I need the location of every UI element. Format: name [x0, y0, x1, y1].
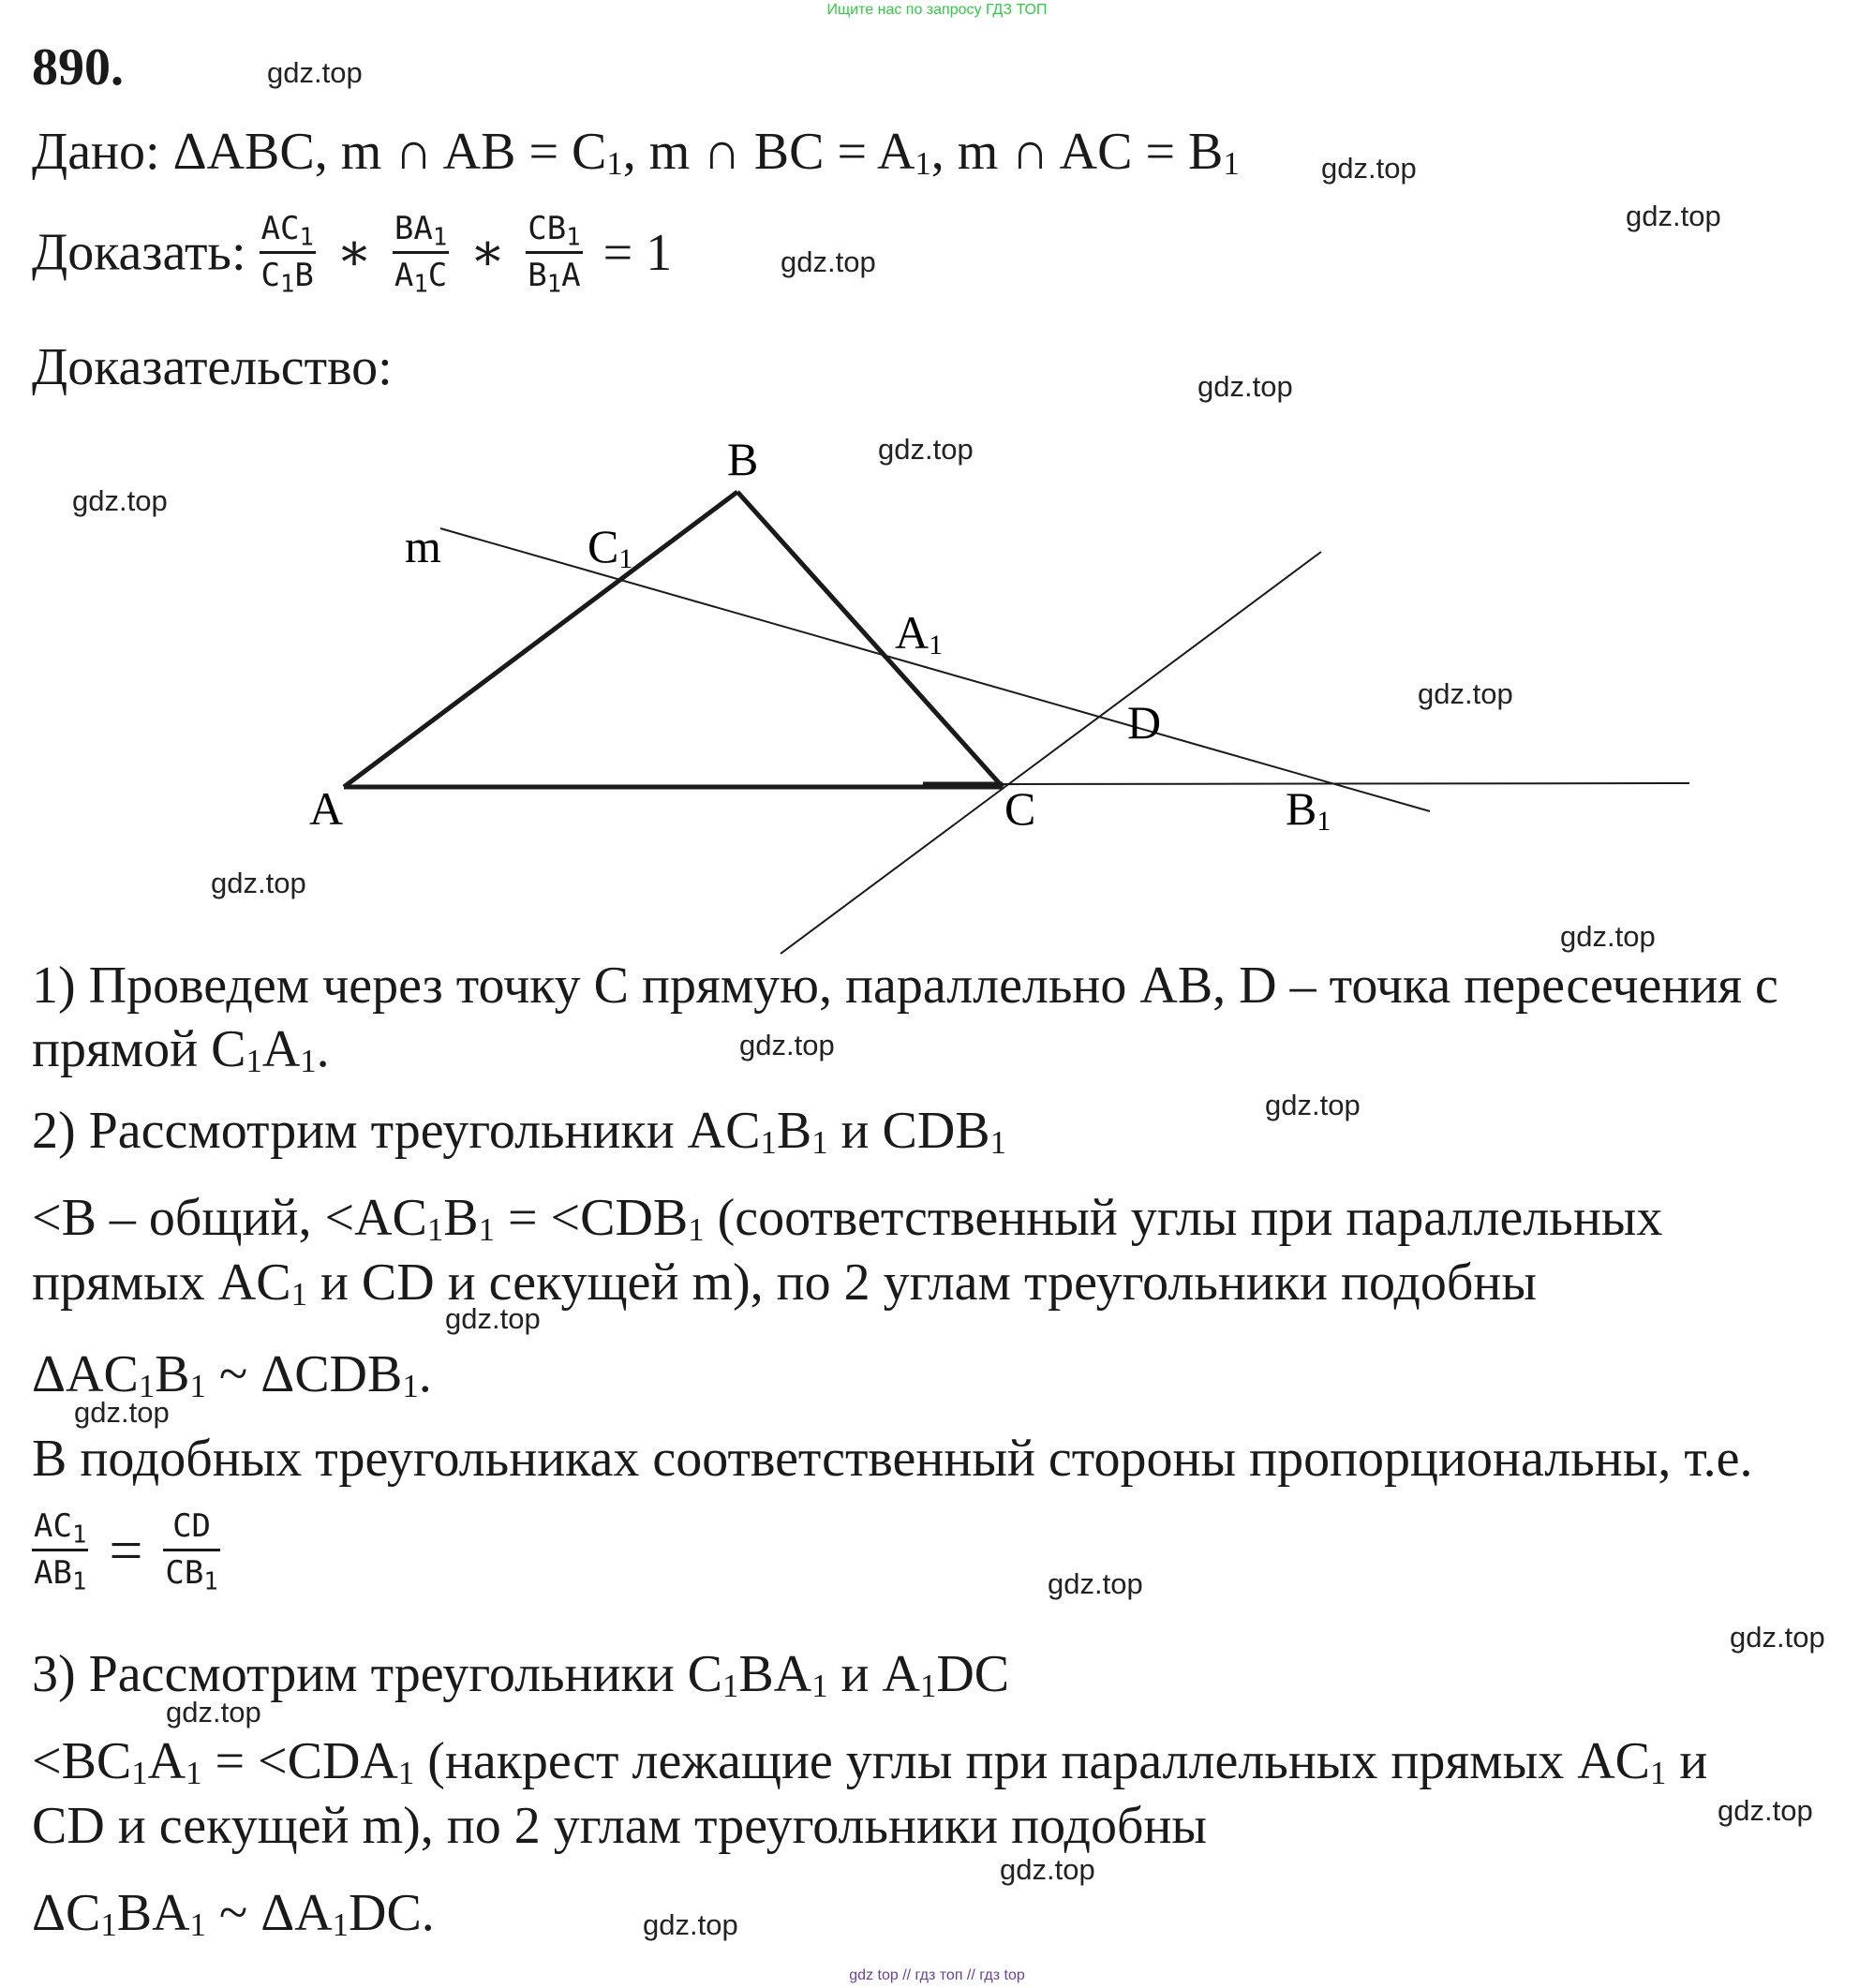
text: и CDB [827, 1102, 990, 1160]
text: (соответственный углы при параллельных [704, 1189, 1663, 1247]
sub: 1 [138, 1368, 156, 1405]
sub: 1 [245, 1043, 262, 1080]
watermark: gdz.top [878, 433, 974, 466]
step3-angles-line2: CD и секущей m), по 2 углам треугольники подобны [32, 1797, 1208, 1855]
tspan: 1 [929, 630, 944, 660]
tspan: A [895, 606, 930, 659]
sub: 1 [280, 270, 295, 299]
tspan: C [587, 520, 619, 572]
geometry-diagram [0, 0, 1874, 956]
text: ΔC [32, 1884, 101, 1942]
step2-angles-line2 [32, 1253, 1537, 1313]
sub: 1 [760, 1124, 777, 1162]
text: = <CDB [494, 1189, 689, 1247]
given-part-1: ΔABC, m ∩ AB = C [172, 123, 607, 181]
sub: 1 [478, 1211, 495, 1249]
watermark: gdz.top [1000, 1853, 1095, 1886]
sub: 1 [432, 223, 448, 252]
step2-ratio [32, 1507, 220, 1596]
watermark: gdz.top [211, 867, 306, 899]
sub: 1 [811, 1668, 828, 1705]
given-label: Дано: [32, 123, 160, 181]
watermark: gdz.top [166, 1696, 261, 1728]
line-through-c-parallel-ab [781, 552, 1321, 954]
watermark: gdz.top [1197, 370, 1293, 403]
given-part-2: , m ∩ BC = A [622, 123, 915, 181]
text: (накрест лежащие углы при параллельных прямых AC [414, 1732, 1650, 1790]
step2-angles [32, 1188, 1662, 1248]
text: B [155, 1345, 190, 1403]
text: CB [165, 1554, 204, 1593]
text: и CD и секущей m), по 2 углам треугольники подобны [306, 1254, 1537, 1312]
tspan: 1 [618, 543, 633, 574]
sub: 1 [1223, 145, 1240, 183]
text: = <CDA [201, 1732, 398, 1790]
text: C [260, 257, 280, 295]
equals-sign: = [109, 1516, 143, 1583]
text: B [528, 257, 547, 295]
text: BA [394, 210, 433, 247]
sub: 1 [606, 145, 623, 183]
text: DC [936, 1645, 1010, 1703]
text: A [147, 1732, 186, 1790]
watermark: gdz.top [1265, 1089, 1361, 1121]
watermark: gdz.top [1626, 200, 1721, 232]
text: ΔAC [32, 1345, 139, 1403]
sub: 1 [546, 270, 562, 299]
sub: 1 [100, 1906, 117, 1944]
line-ac-extension [1003, 783, 1689, 784]
tspan: 1 [1316, 806, 1331, 837]
text: 3) Рассмотрим треугольники C [32, 1645, 723, 1703]
sub: 1 [989, 1124, 1007, 1162]
watermark: gdz.top [1321, 152, 1417, 185]
watermark: gdz.top [267, 56, 363, 89]
text: BA [116, 1884, 190, 1942]
prove-label: Доказать: [32, 223, 246, 282]
label-b1 [1286, 782, 1331, 837]
watermark: gdz.top [445, 1302, 541, 1335]
sub: 1 [919, 1668, 937, 1705]
text: прямых AC [32, 1254, 291, 1312]
sub: 1 [131, 1755, 148, 1792]
text: A [561, 257, 581, 295]
step3-similarity [32, 1883, 435, 1943]
side-ab [344, 492, 737, 787]
given-part-3: , m ∩ AC = B [930, 123, 1224, 181]
text: CD [172, 1507, 212, 1545]
sub: 1 [402, 1368, 419, 1405]
step1-line2 [32, 1019, 330, 1079]
text: AC [260, 210, 300, 247]
frac-num [32, 1508, 88, 1551]
sub: 1 [189, 1368, 206, 1405]
times-sign: ∗ [469, 224, 506, 283]
label-a1 [895, 606, 943, 660]
label-d: D [1127, 696, 1162, 749]
text: и [1666, 1732, 1708, 1790]
watermark: gdz.top [1048, 1567, 1143, 1600]
frac-num [163, 1508, 219, 1551]
sub: 1 [811, 1124, 828, 1162]
label-m: m [405, 520, 441, 572]
label-c: C [1004, 782, 1036, 835]
times-sign: ∗ [335, 224, 372, 283]
text: <B – общий, <AC [32, 1189, 427, 1247]
text: . [316, 1020, 330, 1078]
label-b: B [727, 433, 759, 485]
text: A [394, 257, 414, 295]
sub: 1 [71, 1567, 87, 1596]
text: 2) Рассмотрим треугольники AC [32, 1102, 761, 1160]
text: A [261, 1020, 301, 1078]
text: C [427, 257, 448, 295]
sub: 1 [189, 1906, 206, 1944]
text: ~ ΔA [205, 1884, 333, 1942]
label-c1 [587, 520, 632, 574]
step1-line1: 1) Проведем через точку C прямую, параллельно AB, D – точка пересечения с [32, 957, 1778, 1015]
text: <BC [32, 1732, 132, 1790]
sub: 1 [71, 1521, 87, 1550]
sub: 1 [300, 1043, 317, 1080]
frac-den [32, 1551, 88, 1596]
frac-den [163, 1551, 219, 1596]
watermark: gdz.top [1718, 1794, 1813, 1827]
text: прямой C [32, 1020, 246, 1078]
footer-watermark: gdz top // гдз топ // гдз top [849, 1967, 1025, 1983]
text: B [443, 1189, 479, 1247]
text: AC [34, 1507, 72, 1545]
text: B [776, 1102, 812, 1160]
sub: 1 [332, 1906, 349, 1944]
side-bc [737, 492, 1003, 787]
watermark: gdz.top [1560, 920, 1656, 953]
equals-one: = 1 [602, 223, 673, 282]
tspan: B [1286, 782, 1317, 835]
sub: 1 [426, 1211, 444, 1249]
sub: 1 [915, 145, 931, 183]
watermark: gdz.top [781, 245, 876, 278]
sub: 1 [1650, 1755, 1667, 1792]
watermark: gdz.top [74, 1396, 170, 1429]
text: DC. [349, 1884, 435, 1942]
sub: 1 [299, 223, 314, 252]
fraction-ac1-ab1 [32, 1507, 88, 1596]
step3-angles [32, 1731, 1707, 1791]
watermark: gdz.top [1730, 1621, 1825, 1654]
text: . [418, 1345, 432, 1403]
fraction-cd-cb1 [163, 1507, 219, 1596]
sub: 1 [722, 1668, 739, 1705]
text: B [294, 257, 314, 295]
label-a: A [309, 782, 344, 835]
watermark: gdz.top [739, 1029, 835, 1061]
text: ~ ΔCDB [205, 1345, 403, 1403]
problem-number: 890. [32, 38, 124, 96]
sub: 1 [413, 270, 428, 299]
sub: 1 [203, 1567, 218, 1596]
text: CB [528, 210, 567, 247]
text: AB [34, 1554, 72, 1593]
step2-proportional: В подобных треугольниках соответственный стороны пропорциональны, т.е. [32, 1430, 1753, 1488]
sub: 1 [397, 1755, 415, 1792]
proof-label: Доказательство: [32, 338, 393, 396]
watermark: gdz.top [1418, 677, 1513, 710]
text: BA [738, 1645, 812, 1703]
header-search-hint: Ищите нас по запросу ГДЗ ТОП [826, 2, 1048, 18]
sub: 1 [566, 223, 581, 252]
watermark: gdz.top [72, 484, 168, 517]
text: и A [827, 1645, 920, 1703]
sub: 1 [290, 1276, 307, 1313]
sub: 1 [688, 1211, 705, 1249]
sub: 1 [186, 1755, 202, 1792]
watermark: gdz.top [643, 1908, 738, 1941]
step2-title [32, 1101, 1006, 1161]
